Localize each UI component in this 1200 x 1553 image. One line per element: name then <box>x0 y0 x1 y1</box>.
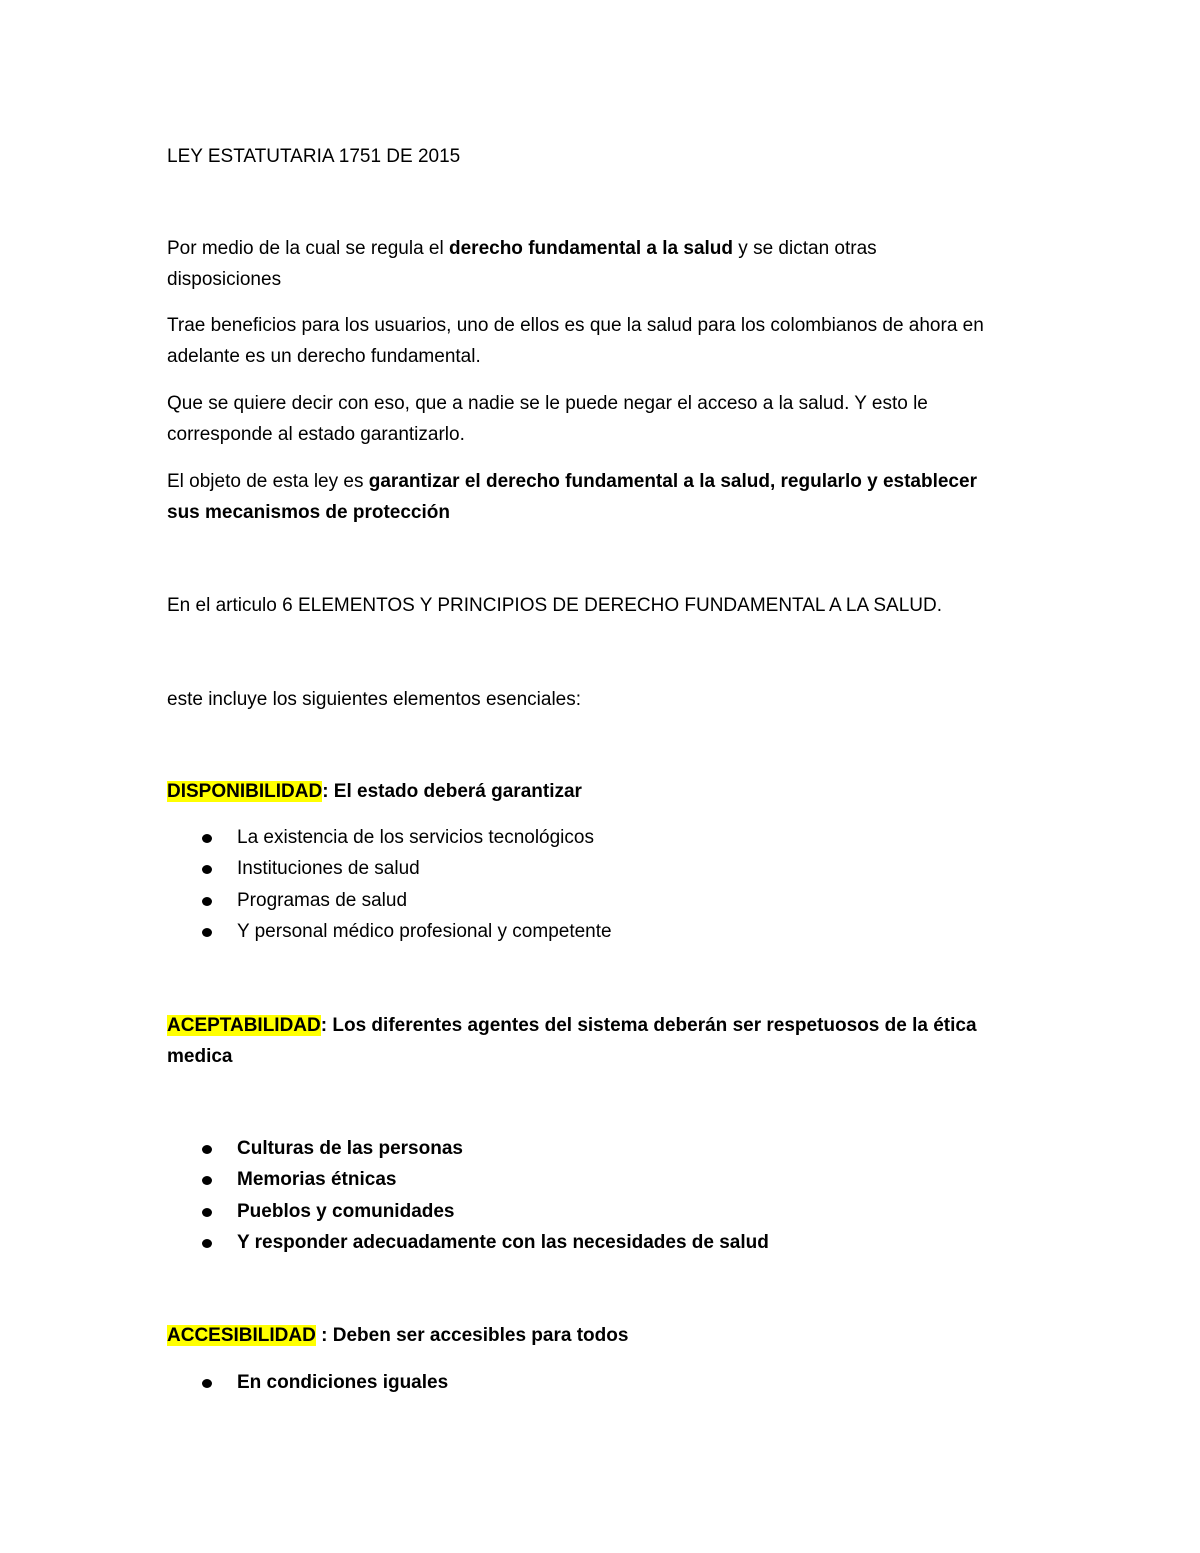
aceptabilidad-text: : Los diferentes agentes del sistema deberán ser respetuosos de la ética medica <box>167 1015 977 1067</box>
list-item-text: Culturas de las personas <box>237 1138 463 1159</box>
list-item <box>167 1133 769 1164</box>
accesibilidad-heading <box>167 1320 628 1351</box>
object-text-bold: garantizar el derecho fundamental a la salud, regularlo y establecer sus mecanismos de protección <box>167 471 977 523</box>
list-item-text: Y personal médico profesional y competente <box>237 920 612 942</box>
list-item <box>167 885 612 916</box>
disponibilidad-list <box>167 822 612 947</box>
aceptabilidad-label: ACEPTABILIDAD <box>167 1015 321 1036</box>
list-item <box>167 916 612 947</box>
list-item <box>167 1227 769 1258</box>
bullet-icon <box>202 928 212 937</box>
object-text-a: El objeto de esta ley es <box>167 471 369 492</box>
bullet-icon <box>202 1239 212 1248</box>
intro-text-bold: derecho fundamental a la salud <box>449 238 734 259</box>
list-item-text: Instituciones de salud <box>237 858 420 880</box>
list-item-text: Programas de salud <box>237 889 408 911</box>
aceptabilidad-heading <box>167 1010 1027 1072</box>
list-item <box>167 1367 448 1398</box>
accesibilidad-text: : Deben ser accesibles para todos <box>315 1325 629 1346</box>
bullet-icon <box>202 1379 212 1388</box>
document-title: LEY ESTATUTARIA 1751 DE 2015 <box>167 146 461 167</box>
aceptabilidad-list <box>167 1133 769 1258</box>
bullet-icon <box>202 834 212 843</box>
intro-text-a: Por medio de la cual se regula el <box>167 238 449 259</box>
paragraph-intro <box>167 233 987 295</box>
elements-intro: este incluye los siguientes elementos esenciales: <box>167 689 582 710</box>
list-item <box>167 1196 769 1227</box>
paragraph-meaning: Que se quiere decir con eso, que a nadie se le puede negar el acceso a la salud. Y esto le corresponde al estado garantizarlo. <box>167 393 928 445</box>
list-item <box>167 822 612 853</box>
bullet-icon <box>202 1208 212 1217</box>
accesibilidad-list <box>167 1367 448 1398</box>
paragraph-object <box>167 466 987 528</box>
list-item-text: En condiciones iguales <box>237 1372 449 1393</box>
bullet-icon <box>202 1176 212 1185</box>
list-item-text: Y responder adecuadamente con las necesidades de salud <box>237 1231 769 1253</box>
disponibilidad-label: DISPONIBILIDAD <box>167 781 323 802</box>
article-heading: En el articulo 6 ELEMENTOS Y PRINCIPIOS DE DERECHO FUNDAMENTAL A LA SALUD. <box>167 595 943 616</box>
bullet-icon <box>202 1145 212 1154</box>
paragraph-benefits: Trae beneficios para los usuarios, uno de ellos es que la salud para los colombianos de ahora en adelante es un derecho fundamental. <box>167 315 984 367</box>
bullet-icon <box>202 897 212 906</box>
disponibilidad-text: : El estado deberá garantizar <box>322 781 582 802</box>
accesibilidad-label: ACCESIBILIDAD <box>167 1325 316 1346</box>
list-item-text: Pueblos y comunidades <box>237 1200 455 1222</box>
list-item <box>167 1164 769 1195</box>
intro-text-c: y se dictan otras disposiciones <box>167 238 877 290</box>
list-item <box>167 853 612 884</box>
disponibilidad-heading <box>167 776 582 807</box>
list-item-text: La existencia de los servicios tecnológicos <box>237 827 594 848</box>
list-item-text: Memorias étnicas <box>237 1169 397 1191</box>
bullet-icon <box>202 865 212 874</box>
